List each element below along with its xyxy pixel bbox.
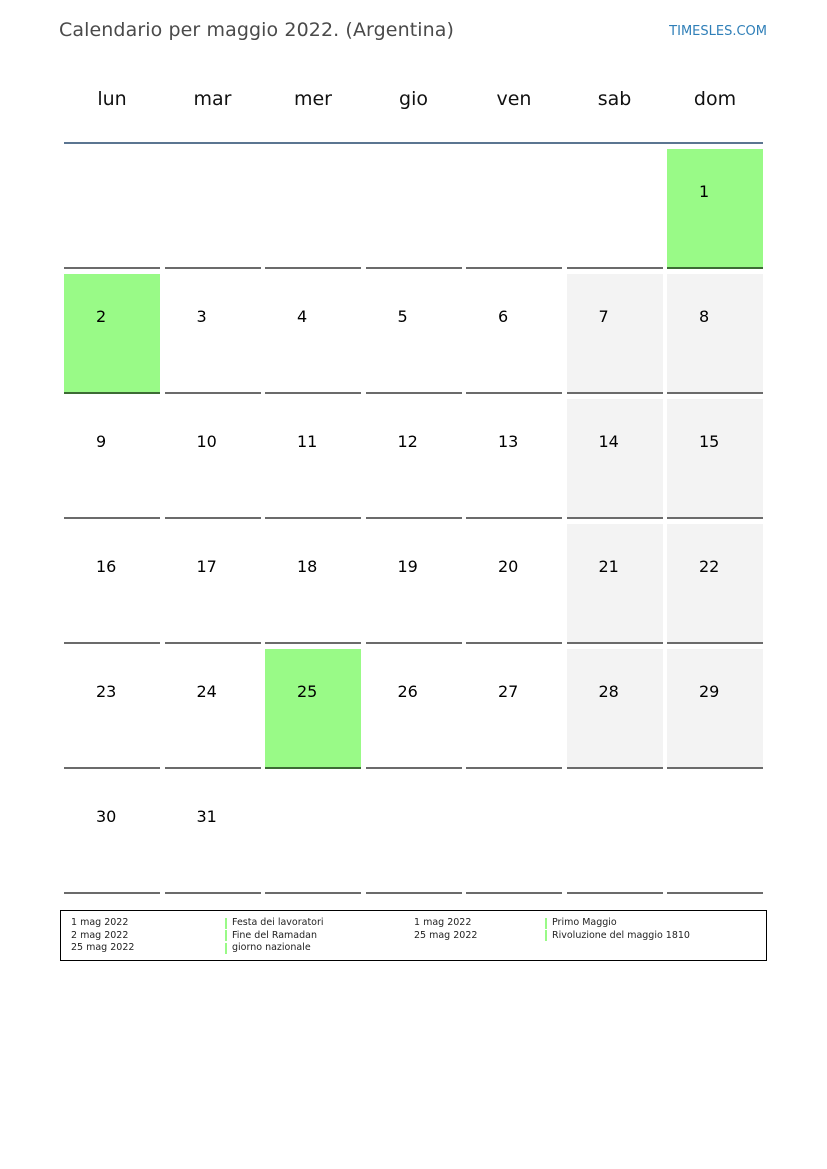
day-number: 19 — [397, 557, 418, 576]
day-number: 11 — [297, 432, 318, 451]
day-number: 25 — [297, 682, 318, 701]
weekday-header — [64, 88, 763, 120]
day-cell — [265, 524, 361, 644]
legend-name: giorno nazionale — [232, 942, 311, 953]
day-cell — [366, 649, 462, 769]
day-number: 31 — [196, 807, 217, 826]
day-number: 4 — [297, 307, 308, 326]
header-divider — [64, 142, 763, 144]
legend-name: Fine del Ramadan — [232, 929, 317, 941]
empty-day-cell — [567, 774, 663, 894]
weekday-label: gio — [399, 88, 428, 110]
day-cell — [165, 524, 261, 644]
legend-color-marker — [545, 930, 547, 941]
day-number: 15 — [699, 432, 720, 451]
day-cell — [265, 274, 361, 394]
day-cell — [667, 524, 763, 644]
empty-day-cell — [366, 774, 462, 894]
brand-link[interactable]: TIMESLES.COM — [669, 24, 767, 39]
day-number: 20 — [498, 557, 519, 576]
day-cell — [64, 524, 160, 644]
day-number: 5 — [397, 307, 408, 326]
weekday-label: lun — [97, 88, 127, 110]
day-cell — [366, 274, 462, 394]
day-cell — [265, 649, 361, 769]
legend-date: 2 mag 2022 — [71, 929, 129, 941]
day-cell — [165, 399, 261, 519]
day-cell — [466, 649, 562, 769]
weekday-label: mar — [193, 88, 232, 110]
day-number: 16 — [96, 557, 117, 576]
weekday-label: sab — [597, 88, 632, 110]
holiday-legend — [60, 910, 767, 961]
empty-day-cell — [466, 774, 562, 894]
day-number: 26 — [397, 682, 418, 701]
empty-day-cell — [667, 774, 763, 894]
weekday-label: mer — [293, 88, 332, 110]
empty-day-cell — [567, 149, 663, 269]
day-cell — [265, 399, 361, 519]
legend-date: 1 mag 2022 — [71, 917, 129, 928]
day-number: 13 — [498, 432, 519, 451]
legend-color-marker — [225, 918, 227, 929]
day-cell — [64, 399, 160, 519]
day-number: 18 — [297, 557, 318, 576]
empty-day-cell — [366, 149, 462, 269]
day-cell — [165, 649, 261, 769]
day-number: 12 — [397, 432, 418, 451]
day-number: 28 — [598, 682, 619, 701]
empty-day-cell — [265, 774, 361, 894]
day-number: 6 — [498, 307, 509, 326]
empty-day-cell — [265, 149, 361, 269]
day-number: 3 — [196, 307, 207, 326]
day-number: 30 — [96, 807, 117, 826]
day-number: 1 — [699, 182, 710, 201]
day-number: 27 — [498, 682, 519, 701]
empty-day-cell — [466, 149, 562, 269]
empty-day-cell — [64, 149, 160, 269]
legend-color-marker — [545, 918, 547, 929]
weekday-label: dom — [693, 88, 737, 110]
day-cell — [466, 274, 562, 394]
day-cell — [667, 649, 763, 769]
legend-name: Festa dei lavoratori — [232, 917, 324, 928]
weekday-label: ven — [496, 88, 532, 110]
day-number: 14 — [598, 432, 619, 451]
legend-color-marker — [225, 943, 227, 954]
day-cell — [567, 399, 663, 519]
empty-day-cell — [165, 149, 261, 269]
page-title: Calendario per maggio 2022. (Argentina) — [59, 19, 455, 41]
day-cell — [64, 274, 160, 394]
day-number: 2 — [96, 307, 107, 326]
day-cell — [64, 774, 160, 894]
day-cell — [466, 399, 562, 519]
day-number: 21 — [598, 557, 619, 576]
day-cell — [667, 399, 763, 519]
legend-name: Primo Maggio — [552, 917, 617, 928]
day-number: 29 — [699, 682, 720, 701]
day-number: 23 — [96, 682, 117, 701]
day-number: 24 — [196, 682, 217, 701]
day-cell — [366, 524, 462, 644]
day-cell — [667, 274, 763, 394]
day-cell — [667, 149, 763, 269]
day-cell — [567, 274, 663, 394]
day-cell — [64, 649, 160, 769]
day-number: 10 — [196, 432, 217, 451]
day-cell — [567, 649, 663, 769]
legend-date: 1 mag 2022 — [414, 917, 472, 928]
day-cell — [366, 399, 462, 519]
day-number: 17 — [196, 557, 217, 576]
day-cell — [165, 274, 261, 394]
legend-date: 25 mag 2022 — [71, 942, 135, 953]
day-cell — [165, 774, 261, 894]
day-number: 8 — [699, 307, 710, 326]
legend-date: 25 mag 2022 — [414, 929, 478, 941]
legend-name: Rivoluzione del maggio 1810 — [552, 929, 690, 941]
day-number: 7 — [598, 307, 609, 326]
day-number: 22 — [699, 557, 720, 576]
day-cell — [567, 524, 663, 644]
legend-color-marker — [225, 930, 227, 941]
day-number: 9 — [96, 432, 107, 451]
day-cell — [466, 524, 562, 644]
